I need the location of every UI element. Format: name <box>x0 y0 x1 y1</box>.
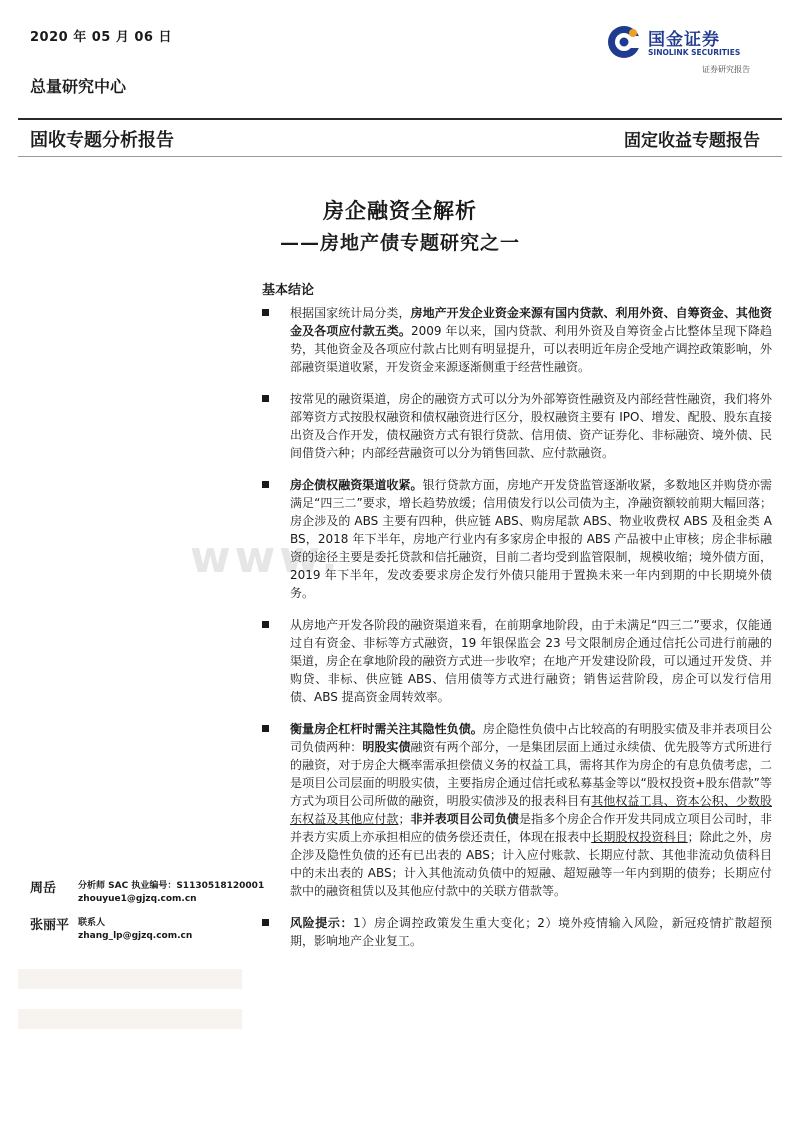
section-heading: 基本结论 <box>262 283 315 298</box>
bullet-bold-text: 非并表项目公司负债 <box>410 812 519 826</box>
bullet-text: 是指多个房企合作开发共同成立项目公司时，非并表方实质上亦承担相应的债务偿还责任，体现在报表中 <box>290 812 772 844</box>
bullet-text: 从房地产开发各阶段的融资渠道来看，在前期拿地阶段，由于未满足“四三二”要求，仅能通过自有资金、非标等方式融资，19 年银保监会 23 号文限制房企通过信托公司进行前融的渠道，房企在拿地阶段的融资方式进一步收窄；在地产开发建设阶段，可以通过开发贷、并购贷、非标、供应链 ABS、信用债等方式进行融资；销售运营阶段，房企可以发行信用债、ABS 提高资金周转效率。 <box>290 618 772 704</box>
bullet-bold-text: 房地产开发企业资金来源有国内贷款、利用外资、自筹资金、其他资金及各项应付款五类。 <box>290 306 772 338</box>
list-item <box>262 304 772 376</box>
bullet-text: ； <box>398 812 411 826</box>
bullet-square-icon <box>262 309 269 316</box>
list-item <box>262 914 772 950</box>
watermark: www. <box>190 532 342 583</box>
header-divider <box>18 118 782 120</box>
author-role: 分析师 SAC 执业编号：S1130518120001 <box>78 881 265 891</box>
company-logo <box>606 24 776 80</box>
bullet-text: 融资有两个部分，一是集团层面上通过永续债、优先股等方式所进行的融资，对于房企大概率需承担偿债义务的权益工具，需将其作为房企的有息负债考虑，二是项目公司层面的明股实债，主要指房企通过信托或私募基金等以“股权投资+股东借款”等方式为项目公司所做的融资，明股实债涉及的报表科目有 <box>290 740 772 808</box>
report-date: 2020 年 05 月 06 日 <box>30 30 172 45</box>
bullet-underlined-text: 长期股权投资科目 <box>591 830 688 844</box>
author-info <box>78 880 264 906</box>
list-item <box>262 476 772 602</box>
bullet-text: 房企隐性负债中占比较高的有明股实债及非并表项目公司负债两种： <box>290 722 772 754</box>
bullet-text: 2009 年以来，国内贷款、利用外资及自筹资金占比整体呈现下降趋势，其他资金及各项应付款占比则有明显提升，可以表明近年房企受地产调控政策影响，外部融资渠道收紧，开发资金来源逐渐侧重于经营性融资。 <box>290 324 772 374</box>
report-title-text: 房企融资全解析 <box>323 198 477 223</box>
author-info <box>78 917 192 943</box>
header-divider-thin <box>18 156 782 157</box>
bullet-bold-text: 明股实债 <box>362 740 411 754</box>
report-title <box>0 195 800 225</box>
author-name: 周岳 <box>30 881 57 896</box>
bullet-square-icon <box>262 919 269 926</box>
bullet-text: 银行贷款方面，房地产开发贷监管逐渐收紧，多数地区并购贷亦需满足“四三二”要求，增长趋势放缓；信用债发行以公司债为主，净融资额较前期大幅回落；房企涉及的 ABS 主要有四种，供应链 ABS、购房尾款 ABS、物业收费权 ABS 及租金类 ABS，2018 年下半年，房地产行业内有多家房企申报的 ABS 产品被中止审核；房企非标融资的途径主要是委托贷款和信托融资，目前二者均受到监管限制，规模收缩；境外债方面，2019 年下半年，发改委要求房企发行外债只能用于置换未来一年内到期的中长期境外债务。 <box>290 478 772 600</box>
bullet-square-icon <box>262 725 269 732</box>
bullet-text: ；除此之外，房企涉及隐性负债的还有已出表的 ABS；计入应付账款、长期应付款、其他非流动负债科目中的未出表的 ABS；计入其他流动负债中的短融、超短融等一年内到期的债券；长期应付款中的融资租赁以及其他应付款中的关联方借款等。 <box>290 830 772 898</box>
bullet-text: 按常见的融资渠道，房企的融资方式可以分为外部筹资性融资及内部经营性融资，我们将外部筹资方式按股权融资和债权融资进行区分，股权融资主要有 IPO、增发、配股、股东直接出资及合作开发，债权融资方式有银行贷款、信用债、资产证券化、非标融资、境外债、民间借贷六种；内部经营融资可以分为销售回款、应付款融资。 <box>290 392 772 460</box>
author-email[interactable]: zhang_lp@gjzq.com.cn <box>78 931 193 941</box>
logo-subtitle: 证券研究报告 <box>702 65 750 74</box>
bullet-bold-text: 房企债权融资渠道收紧。 <box>290 478 423 492</box>
bullet-text: 根据国家统计局分类， <box>290 306 411 320</box>
bullet-square-icon <box>262 621 269 628</box>
report-category: 固定收益专题报告 <box>624 131 760 151</box>
author-role: 联系人 <box>78 918 106 928</box>
bullet-square-icon <box>262 395 269 402</box>
bullet-text: 1）房企调控政策发生重大变化；2）境外疫情输入风险，新冠疫情扩散超预期，影响地产企业复工。 <box>290 916 772 948</box>
report-series: 固收专题分析报告 <box>30 130 174 151</box>
logo-english-name: SINOLINK SECURITIES <box>648 48 741 57</box>
conclusion-list <box>262 304 772 964</box>
bullet-bold-text: 风险提示： <box>290 916 354 930</box>
sidebar-shade <box>18 1009 242 1029</box>
sidebar-shade <box>18 969 242 989</box>
bullet-bold-text: 衡量房企杠杆时需关注其隐性负债。 <box>290 722 483 736</box>
list-item <box>262 616 772 706</box>
list-item <box>262 390 772 462</box>
department-name: 总量研究中心 <box>30 77 127 96</box>
bullet-underlined-text: 其他权益工具、资本公积、少数股东权益及其他应付款 <box>290 794 772 826</box>
bullet-square-icon <box>262 481 269 488</box>
author-email[interactable]: zhouyue1@gjzq.com.cn <box>78 894 197 904</box>
sinolink-logo-icon <box>606 24 642 60</box>
logo-chinese-name: 国金证券 <box>648 30 720 50</box>
author-name: 张丽平 <box>30 918 70 933</box>
report-subtitle: ——房地产债专题研究之一 <box>279 232 520 254</box>
list-item <box>262 720 772 900</box>
